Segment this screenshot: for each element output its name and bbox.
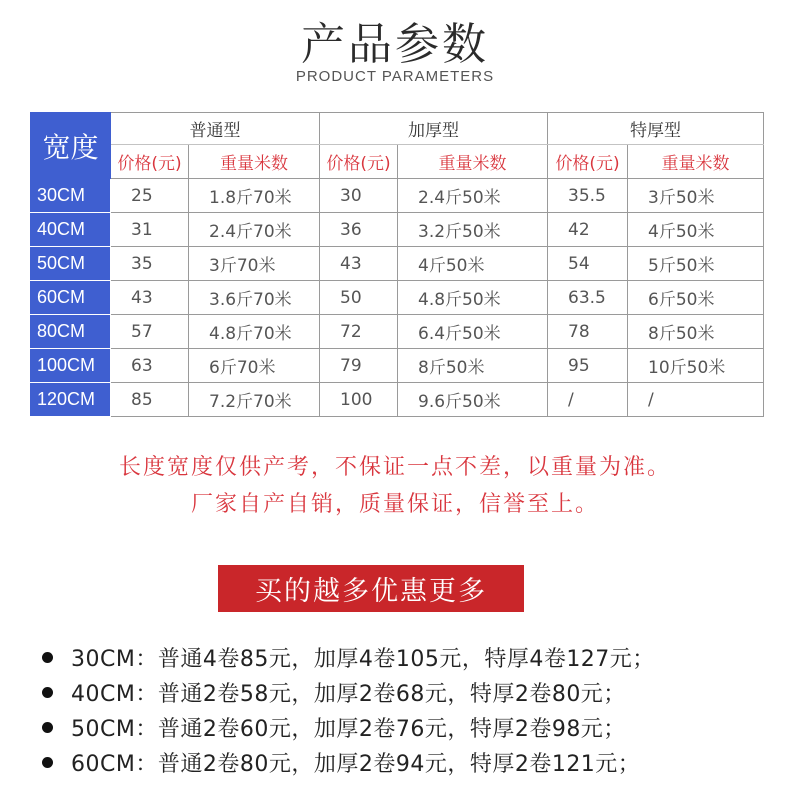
table-row: [31, 179, 764, 213]
table-row: [31, 315, 764, 349]
table-cell: 100: [320, 383, 398, 417]
group-header-thick: 加厚型: [320, 113, 548, 145]
table-row: [31, 247, 764, 281]
table-cell: 6斤50米: [628, 281, 764, 315]
sub-header-weight-length: 重量米数: [398, 145, 548, 179]
table-cell: 63.5: [548, 281, 628, 315]
table-cell: 9.6斤50米: [398, 383, 548, 417]
list-item: [42, 640, 655, 675]
table-cell: 43: [320, 247, 398, 281]
table-cell: 4斤50米: [398, 247, 548, 281]
table-cell: 78: [548, 315, 628, 349]
bullet-icon: [42, 652, 53, 663]
table-cell: 43: [111, 281, 189, 315]
page-title: 产品参数: [301, 19, 489, 70]
table-cell: 4斤50米: [628, 213, 764, 247]
width-label: 120CM: [31, 383, 111, 417]
table-row: [31, 383, 764, 417]
list-item: [42, 675, 655, 710]
table-cell: 35.5: [548, 179, 628, 213]
bullet-icon: [42, 757, 53, 768]
table-cell: 10斤50米: [628, 349, 764, 383]
width-label: 30CM: [31, 179, 111, 213]
table-cell: 50: [320, 281, 398, 315]
table-row: [31, 213, 764, 247]
table-group-header-row: [31, 113, 764, 145]
offer-text: 50CM：普通2卷60元，加厚2卷76元，特厚2卷98元；: [71, 717, 626, 742]
parameter-table: [30, 112, 764, 417]
width-column-header: 宽度: [31, 113, 111, 179]
offer-text: 30CM：普通4卷85元，加厚4卷105元，特厚4卷127元；: [71, 647, 655, 672]
table-cell: 2.4斤70米: [189, 213, 320, 247]
table-sub-header-row: [31, 145, 764, 179]
table-cell: 85: [111, 383, 189, 417]
table-cell: 95: [548, 349, 628, 383]
table-cell: 30: [320, 179, 398, 213]
table-cell: 31: [111, 213, 189, 247]
table-cell: 6斤70米: [189, 349, 320, 383]
bullet-icon: [42, 687, 53, 698]
table-row: [31, 281, 764, 315]
table-cell: 4.8斤70米: [189, 315, 320, 349]
width-label: 60CM: [31, 281, 111, 315]
width-label: 40CM: [31, 213, 111, 247]
sub-header-weight-length: 重量米数: [628, 145, 764, 179]
table-cell: 5斤50米: [628, 247, 764, 281]
table-cell: 3.2斤50米: [398, 213, 548, 247]
table-cell: 2.4斤50米: [398, 179, 548, 213]
sub-header-weight-length: 重量米数: [189, 145, 320, 179]
list-item: [42, 710, 655, 745]
table-cell: 1.8斤70米: [189, 179, 320, 213]
width-label: 50CM: [31, 247, 111, 281]
table-cell: 36: [320, 213, 398, 247]
offer-list: [42, 640, 655, 780]
table-cell: 8斤50米: [398, 349, 548, 383]
list-item: [42, 745, 655, 780]
table-cell: 35: [111, 247, 189, 281]
table-cell: 3斤70米: [189, 247, 320, 281]
table-cell: /: [548, 383, 628, 417]
sub-header-price: 价格(元): [111, 145, 189, 179]
bullet-icon: [42, 722, 53, 733]
group-header-regular: 普通型: [111, 113, 320, 145]
table-cell: 63: [111, 349, 189, 383]
table-cell: 3.6斤70米: [189, 281, 320, 315]
table-cell: 57: [111, 315, 189, 349]
quality-statement-text: 厂家自产自销，质量保证，信誉至上。: [190, 492, 599, 517]
table-cell: 54: [548, 247, 628, 281]
offer-text: 40CM：普通2卷58元，加厚2卷68元，特厚2卷80元；: [71, 682, 626, 707]
table-cell: 79: [320, 349, 398, 383]
group-header-extra-thick: 特厚型: [548, 113, 764, 145]
table-cell: /: [628, 383, 764, 417]
promo-banner: 买的越多优惠更多: [218, 565, 524, 612]
table-row: [31, 349, 764, 383]
table-cell: 8斤50米: [628, 315, 764, 349]
width-label: 80CM: [31, 315, 111, 349]
disclaimer-text: 长度宽度仅供产考，不保证一点不差，以重量为准。: [118, 455, 671, 480]
table-cell: 4.8斤50米: [398, 281, 548, 315]
page-subtitle: PRODUCT PARAMETERS: [295, 68, 495, 85]
sub-header-price: 价格(元): [320, 145, 398, 179]
table-cell: 7.2斤70米: [189, 383, 320, 417]
sub-header-price: 价格(元): [548, 145, 628, 179]
width-label: 100CM: [31, 349, 111, 383]
table-cell: 6.4斤50米: [398, 315, 548, 349]
table-cell: 72: [320, 315, 398, 349]
offer-text: 60CM：普通2卷80元，加厚2卷94元，特厚2卷121元；: [71, 752, 641, 777]
table-cell: 25: [111, 179, 189, 213]
table-cell: 3斤50米: [628, 179, 764, 213]
table-cell: 42: [548, 213, 628, 247]
